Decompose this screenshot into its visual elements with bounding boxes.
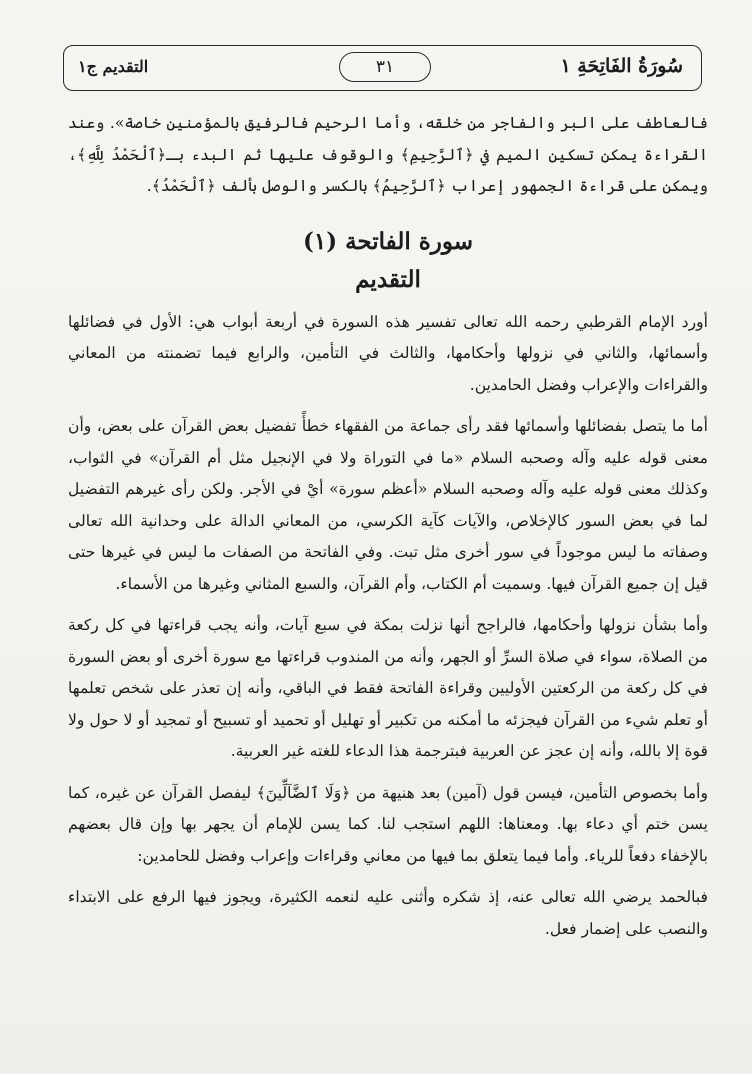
paragraph: أما ما يتصل بفضائلها وأسمائها فقد رأى جماعة من الفقهاء خطأً تفضيل بعض القرآن على بعض، وأن معنى قوله عليه وآله وصحبه السلام «ما في التوراة ولا في الإنجيل مثل أم القرآن» في الثواب، وكذلك معنى قوله عليه وآله وصحبه السلام «أعظم سورة» أيْ في الأجر. ولكن رأى غيرهم التفضيل لما في بعض السور كالإخلاص، والآيات كآية الكرسي، من المعاني الدالة على وحدانية الله تعالى وصفاته ما ليس موجوداً في سور أخرى مثل تبت. وفي الفاتحة من الصفات ما ليس في غيرها حتى قيل إن جميع القرآن فيها. وسميت أم الكتاب، وأم القرآن، والسبع المثاني وغيرها من الأسماء. [68,417,708,593]
intro-paragraph: فالعاطف على البر والفاجر من خلقه، وأما الرحيم فالرفيق بالمؤمنين خاصة». وعند القراءة يمكن تسكين الميم في ﴿ٱلرَّحِيمِ﴾ والوقوف عليها ثم البدء بـ﴿ٱلْحَمْدُ لِلَّهِ﴾، ويمكن على قراءة الجمهور إعراب ﴿ٱلرَّحِيمُ﴾ بالكسر والوصل بألف ﴿ٱلْحَمْدُ﴾. [68,114,708,195]
page-number: ٣١ [339,52,431,82]
paragraph: وأما بشأن نزولها وأحكامها، فالراجح أنها نزلت بمكة في سبع آيات، وأنه يجب قراءتها في كل ركعة من الصلاة، سواء في صلاة السرِّ أو الجهر، وأنه من المندوب قراءتها مع سورة أخرى أو بعض السورة في كل ركعة من الركعتين الأوليين وقراءة الفاتحة فقط في الباقي، وأنه إن تعذر على شخص تعلمها أو تعلم شيء من القرآن فيجزئه ما أمكنه من تكبير أو تهليل أو تحميد أو تسبيح أو تمجيد أو لا حول ولا قوة إلا بالله، وأنه إن عجز عن العربية فبترجمة هذا الدعاء للغته غير العربية. [68,616,708,760]
paragraph: فبالحمد يرضي الله تعالى عنه، إذ شكره وأثنى عليه لنعمه الكثيرة، ويجوز فيها الرفع على الابتداء والنصب على إضمار فعل. [68,888,708,938]
paragraph: وأما بخصوص التأمين، فيسن قول (آمين) بعد هنيهة من ﴿وَلَا ٱلضَّآلِّينَ﴾ ليفصل القرآن عن غيره، كما يسن ختم أي دعاء بها. ومعناها: اللهم استجب لنا. كما يسن للإمام أن يجهر بها وإن قال بعضهم بالإخفاء دفعاً للرياء. وأما فيما يتعلق بما فيها من معاني وقراءات وإعراب وفضل للحامدين: [68,783,708,865]
page-header [63,45,702,91]
surah-title: سُورَةُ الفَاتِحَةِ ١ [560,55,683,77]
surah-heading: سورة الفاتحة (١) [302,227,474,255]
page-body [68,108,708,945]
section-title: التقديم ج١ [78,57,149,76]
section-heading: التقديم [355,265,421,293]
paragraph: أورد الإمام القرطبي رحمه الله تعالى تفسير هذه السورة في أربعة أبواب هي: الأول في فضائلها وأسمائها، والثاني في نزولها وأحكامها، والثالث في التأمين، والرابع فيما تضمنته من المعاني والقراءات والإعراب وفضل الحامدين. [68,312,708,394]
